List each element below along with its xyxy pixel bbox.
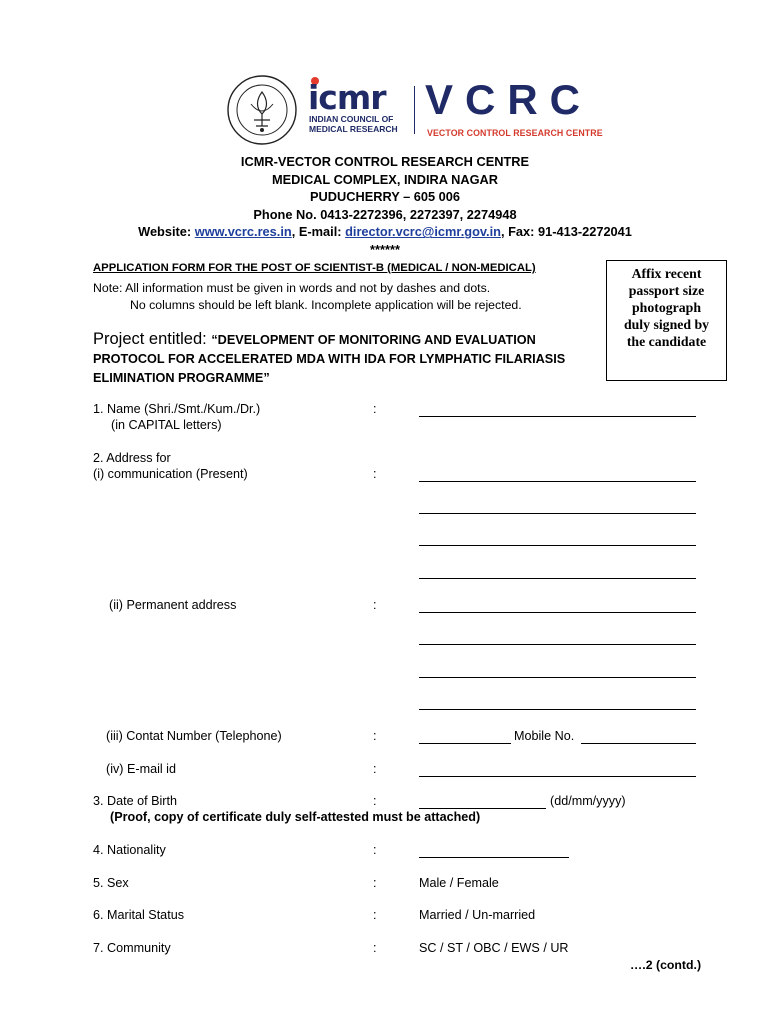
- colon: :: [373, 402, 377, 416]
- dob-proof-note: (Proof, copy of certificate duly self-attested must be attached): [110, 810, 481, 824]
- permanent-address-row-2: [93, 630, 703, 648]
- colon: :: [373, 908, 377, 922]
- page-continued-note: ….2 (contd.): [630, 958, 702, 972]
- name-label: 1. Name (Shri./Smt./Kum./Dr.): [93, 402, 261, 416]
- name-input-line[interactable]: [419, 416, 696, 417]
- dob-input-line[interactable]: [419, 808, 546, 809]
- address-present-label: (i) communication (Present): [93, 467, 248, 481]
- nationality-label: 4. Nationality: [93, 843, 166, 857]
- icmr-subtitle: INDIAN COUNCIL OF MEDICAL RESEARCH: [309, 114, 398, 134]
- mobile-label: Mobile No.: [514, 729, 575, 743]
- fax-text: , Fax: 91-413-2272041: [501, 224, 632, 240]
- header-phone: Phone No. 0413-2272396, 2272397, 2274948: [253, 206, 517, 222]
- colon: :: [373, 762, 377, 776]
- permanent-address-line-3[interactable]: [419, 677, 696, 678]
- field-contact-number: [93, 729, 703, 747]
- email-label: , E-mail:: [291, 224, 346, 240]
- photo-box: Affix recent passport size photograph duly signed by the candidate: [606, 260, 727, 381]
- present-address-row-2: [93, 499, 703, 517]
- permanent-address-row-4: [93, 695, 703, 713]
- permanent-address-row-3: [93, 663, 703, 681]
- header-line-3: PUDUCHERRY – 605 006: [309, 189, 461, 205]
- header-contact-line: [0, 223, 770, 241]
- field-permanent-address: [93, 598, 703, 616]
- icmr-seal-logo: [226, 74, 298, 146]
- marital-status-label: 6. Marital Status: [93, 908, 184, 922]
- dob-format: (dd/mm/yyyy): [550, 794, 626, 808]
- email-id-label: (iv) E-mail id: [106, 762, 176, 776]
- community-options[interactable]: SC / ST / OBC / EWS / UR: [419, 941, 569, 955]
- mobile-input-line[interactable]: [581, 743, 696, 744]
- note-line-1: Note: All information must be given in words and not by dashes and dots.: [93, 281, 491, 295]
- header-stars: ******: [370, 241, 400, 257]
- present-address-row-4: [93, 564, 703, 582]
- email-link[interactable]: director.vcrc@icmr.gov.in: [345, 224, 501, 240]
- permanent-address-line-2[interactable]: [419, 644, 696, 645]
- project-label: Project entitled:: [93, 330, 212, 348]
- telephone-input-line[interactable]: [419, 743, 511, 744]
- present-address-line-2[interactable]: [419, 513, 696, 514]
- present-address-line-4[interactable]: [419, 578, 696, 579]
- field-name: [93, 402, 703, 432]
- permanent-address-line-4[interactable]: [419, 709, 696, 710]
- sex-label: 5. Sex: [93, 876, 129, 890]
- icmr-logo: [308, 80, 403, 140]
- permanent-address-line-1[interactable]: [419, 612, 696, 613]
- nationality-input-line[interactable]: [419, 857, 569, 858]
- field-email: [93, 762, 703, 780]
- address-label: 2. Address for: [93, 451, 171, 465]
- email-input-line[interactable]: [419, 776, 696, 777]
- institute-header: [0, 153, 770, 259]
- colon: :: [373, 794, 377, 808]
- colon: :: [373, 843, 377, 857]
- field-community: [93, 941, 703, 959]
- field-sex: [93, 876, 703, 894]
- sex-options[interactable]: Male / Female: [419, 876, 499, 890]
- field-date-of-birth: [93, 794, 703, 824]
- website-label: Website:: [138, 224, 195, 240]
- community-label: 7. Community: [93, 941, 171, 955]
- colon: :: [373, 729, 377, 743]
- project-name: “DEVELOPMENT OF MONITORING AND EVALUATION PROTOCOL FOR ACCELERATED MDA WITH IDA FOR LYMPHATIC FILARIASIS ELIMINATION PROGRAMME”: [93, 333, 566, 385]
- contact-number-label: (iii) Contat Number (Telephone): [106, 729, 282, 743]
- icmr-wordmark: icmr: [308, 78, 386, 117]
- project-title: [93, 330, 598, 388]
- colon: :: [373, 598, 377, 612]
- website-link[interactable]: www.vcrc.res.in: [194, 224, 292, 240]
- present-address-row-3: [93, 531, 703, 549]
- colon: :: [373, 941, 377, 955]
- colon: :: [373, 467, 377, 481]
- header-line-1: ICMR-VECTOR CONTROL RESEARCH CENTRE: [240, 154, 530, 169]
- vcrc-wordmark: VCRC: [425, 76, 593, 123]
- field-marital-status: [93, 908, 703, 926]
- dob-label: 3. Date of Birth: [93, 794, 177, 808]
- logo-row: [226, 74, 606, 146]
- field-address-heading: [93, 451, 703, 481]
- field-nationality: [93, 843, 703, 861]
- colon: :: [373, 876, 377, 890]
- application-title: APPLICATION FORM FOR THE POST OF SCIENTIST-B (MEDICAL / NON-MEDICAL): [93, 262, 536, 274]
- marital-status-options[interactable]: Married / Un-married: [419, 908, 536, 922]
- logo-divider: [414, 86, 415, 134]
- present-address-line-1[interactable]: [419, 481, 696, 482]
- present-address-line-3[interactable]: [419, 545, 696, 546]
- vcrc-subtitle: VECTOR CONTROL RESEARCH CENTRE: [427, 128, 603, 138]
- permanent-address-label: (ii) Permanent address: [109, 598, 237, 612]
- name-sublabel: (in CAPITAL letters): [111, 418, 222, 432]
- header-line-2: MEDICAL COMPLEX, INDIRA NAGAR: [271, 171, 499, 187]
- note-line-2: No columns should be left blank. Incomplete application will be rejected.: [130, 298, 522, 312]
